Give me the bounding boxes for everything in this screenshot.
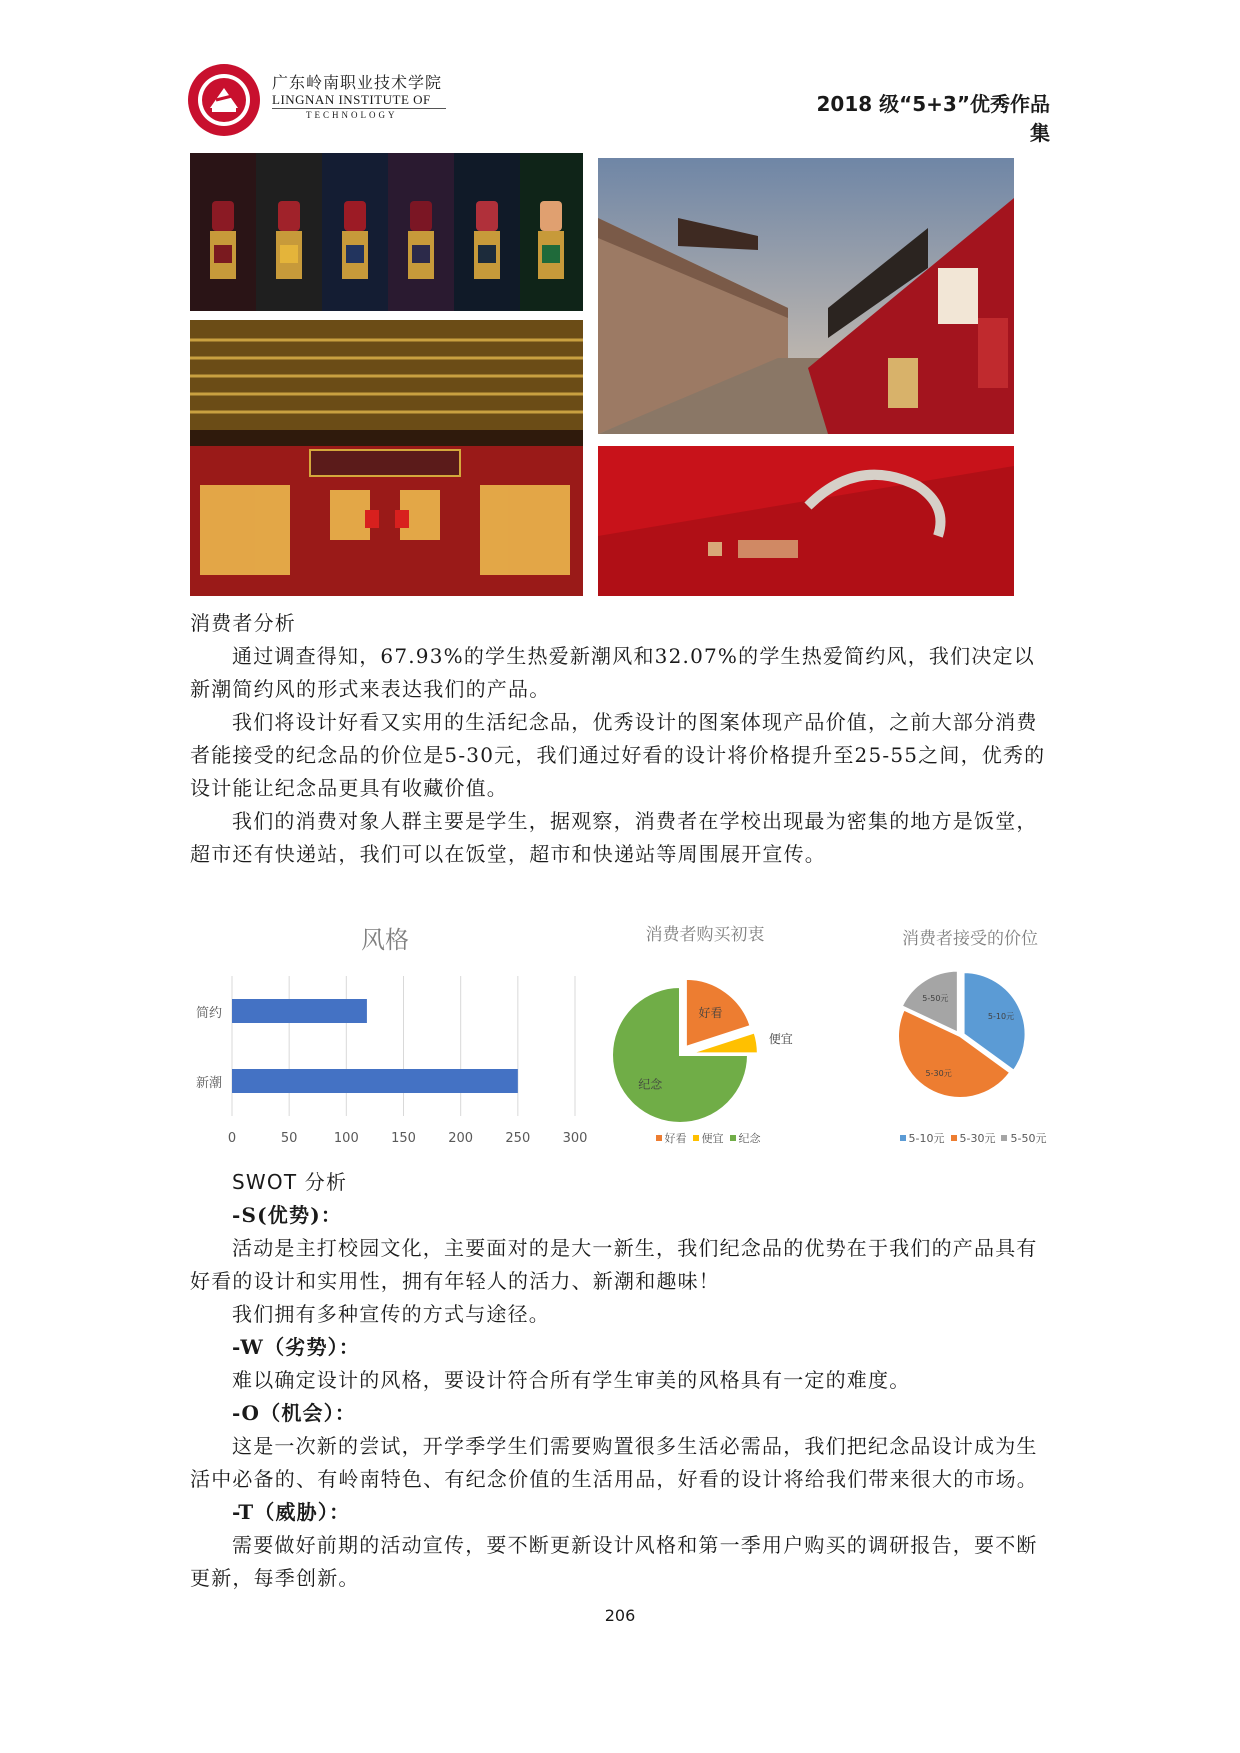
y-category-label: 新潮 [195,1076,222,1091]
swot-strengths-paragraph-2: 我们拥有多种宣传的方式与途径。 [232,1302,550,1326]
bar [232,999,367,1023]
photo-palace-restaurant-facade [190,320,583,596]
institute-name-en: LINGNAN INSTITUTE OF [272,92,431,107]
photo-lipstick-set [190,153,583,311]
swot-section [190,1166,1050,1595]
x-tick-label: 300 [562,1131,588,1146]
x-tick-label: 100 [333,1131,359,1146]
chart-title: 消费者购买初衷 [645,925,765,945]
legend-swatch [1001,1135,1007,1141]
pie-data-label: 便宜 [768,1032,793,1047]
x-tick-label: 200 [448,1131,474,1146]
x-tick-label: 250 [505,1131,531,1146]
chart-price-range-pie [880,920,1060,1150]
x-tick-label: 50 [280,1131,298,1146]
consumer-paragraph-3: 我们的消费对象人群主要是学生，据观察，消费者在学校出现最为密集的地方是饭堂，超市还有快递站，我们可以在饭堂，超市和快递站等周围展开宣传。 [190,809,1038,866]
bar-chart-svg [180,920,590,1150]
photo-palace-wall-restaurant [598,158,1014,434]
consumer-analysis-section [190,607,1050,871]
swot-opportunities-heading: -O（机会）： [232,1401,357,1425]
swot-heading: SWOT 分析 [232,1170,348,1194]
legend-swatch [656,1135,662,1141]
legend-label: 5-30元 [959,1132,996,1145]
consumer-paragraph-1: 通过调查得知，67.93%的学生热爱新潮风和32.07%的学生热爱简约风，我们决定以新潮简约风的形式来表达我们的产品。 [190,644,1035,701]
legend-label: 纪念 [738,1132,761,1145]
pie-data-label: 纪念 [638,1077,663,1092]
chart-purchase-motive-pie [600,920,810,1150]
legend-swatch [900,1135,906,1141]
photo-red-gift-bag [598,446,1014,596]
chart-legend [880,1130,1060,1146]
swot-strengths-paragraph-1: 活动是主打校园文化，主要面对的是大一新生，我们纪念品的优势在于我们的产品具有好看的设计和实用性，拥有年轻人的活力、新潮和趣味！ [190,1236,1038,1293]
legend-swatch [693,1135,699,1141]
legend-label: 5-10元 [908,1132,945,1145]
y-category-label: 简约 [195,1006,222,1021]
swot-threats-paragraph: 需要做好前期的活动宣传，要不断更新设计风格和第一季用户购买的调研报告，要不断更新，每季创新。 [190,1533,1038,1590]
institute-name-en-line2: TECHNOLOGY [306,110,398,120]
chart-legend [600,1130,810,1146]
pie-data-label: 5-50元 [922,994,949,1004]
swot-strengths-heading: -S(优势)： [232,1203,343,1227]
legend-swatch [730,1135,736,1141]
legend-label: 好看 [664,1132,687,1145]
chart-title: 消费者接受的价位 [902,929,1038,949]
page-number: 206 [604,1606,636,1625]
swot-threats-heading: -T（威胁）： [232,1500,351,1524]
chart-title: 风格 [361,926,409,954]
swot-weaknesses-heading: -W（劣势）： [232,1335,361,1359]
pie-chart-svg [880,950,1060,1130]
header-divider [272,108,446,109]
pie-data-label: 5-30元 [925,1069,952,1079]
consumer-analysis-heading: 消费者分析 [190,611,296,635]
consumer-paragraph-2: 我们将设计好看又实用的生活纪念品，优秀设计的图案体现产品价值，之前大部分消费者能接受的纪念品的价位是5-30元，我们通过好看的设计将价格提升至25-55之间，优秀的设计能让纪念品更具有收藏价值。 [190,710,1046,800]
x-tick-label: 0 [227,1131,237,1146]
bar [232,1069,518,1093]
pie-data-label: 5-10元 [987,1012,1015,1022]
legend-label: 5-50元 [1010,1132,1047,1145]
swot-weaknesses-paragraph: 难以确定设计的风格，要设计符合所有学生审美的风格具有一定的难度。 [232,1368,911,1392]
pie-data-label: 好看 [698,1005,723,1020]
legend-label: 便宜 [701,1132,724,1145]
legend-swatch [951,1135,957,1141]
pie-chart-svg [600,940,810,1140]
institute-name-cn: 广东岭南职业技术学院 [272,73,443,92]
x-tick-label: 150 [391,1131,416,1146]
document-title: 2018 级“5+3”优秀作品集 [816,92,1050,145]
chart-style-bar [180,920,590,1150]
swot-opportunities-paragraph: 这是一次新的尝试，开学季学生们需要购置很多生活必需品，我们把纪念品设计成为生活中必备的、有岭南特色、有纪念价值的生活用品，好看的设计将给我们带来很大的市场。 [190,1434,1038,1491]
school-logo [186,62,262,138]
